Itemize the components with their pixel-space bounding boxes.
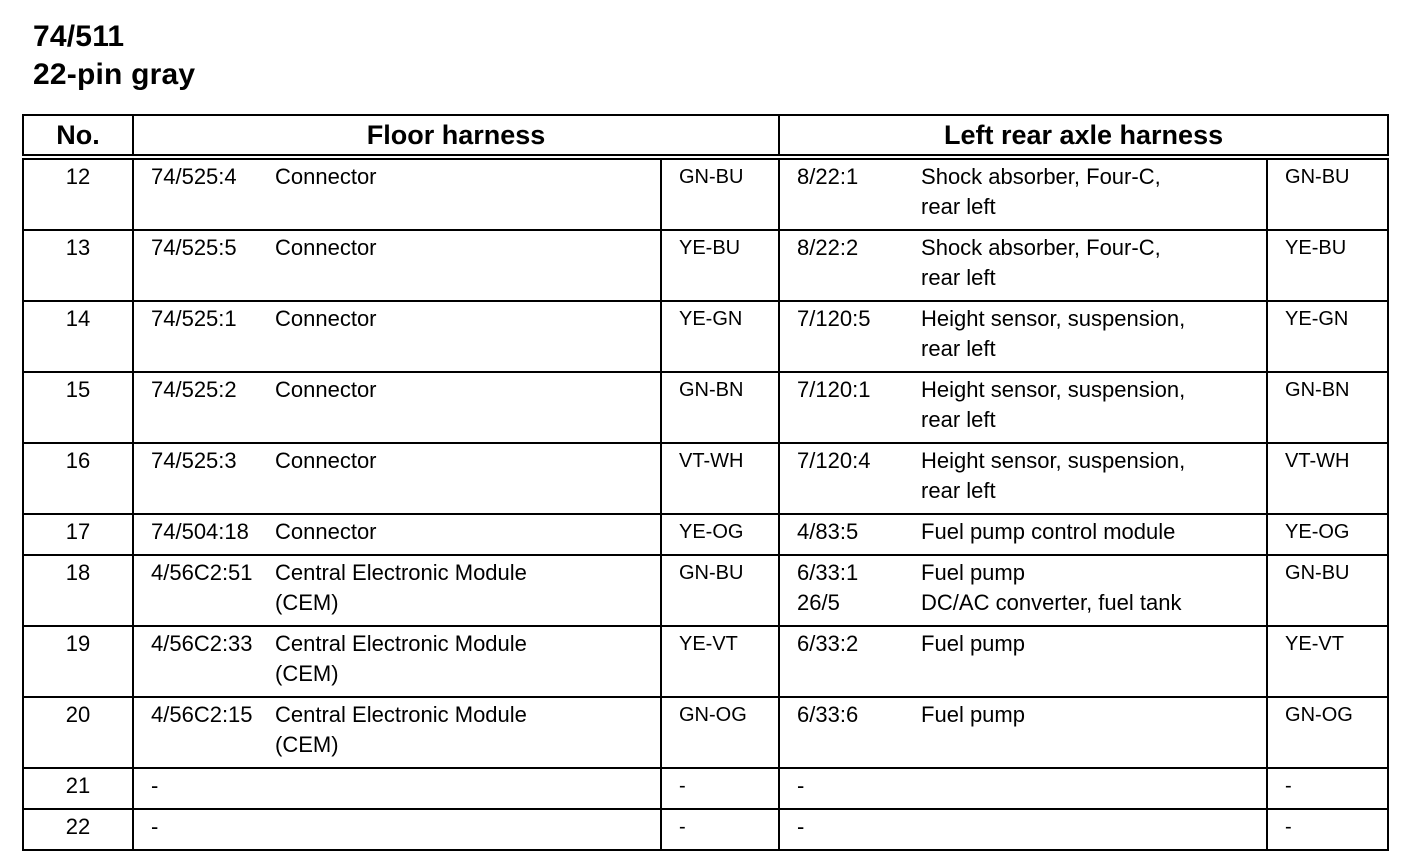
document-heading xyxy=(33,18,195,94)
rear-wire-color: GN-OG xyxy=(1267,697,1388,768)
floor-ref: 74/525:1 xyxy=(133,301,275,372)
floor-ref: 74/525:3 xyxy=(133,443,275,514)
rear-description: Shock absorber, Four-C, rear left xyxy=(921,157,1267,230)
floor-ref: 4/56C2:51 xyxy=(133,555,275,626)
rear-ref: 7/120:1 xyxy=(779,372,921,443)
rear-wire-color: YE-BU xyxy=(1267,230,1388,301)
rear-description: Shock absorber, Four-C, rear left xyxy=(921,230,1267,301)
floor-wire-color: YE-BU xyxy=(661,230,779,301)
table-row xyxy=(23,230,1388,301)
rear-wire-color: GN-BU xyxy=(1267,555,1388,626)
pin-number: 22 xyxy=(23,809,133,850)
header-left-rear-axle-harness: Left rear axle harness xyxy=(779,115,1388,157)
table-row xyxy=(23,626,1388,697)
floor-wire-color: VT-WH xyxy=(661,443,779,514)
floor-description: Central Electronic Module (CEM) xyxy=(275,555,661,626)
floor-wire-color: YE-GN xyxy=(661,301,779,372)
floor-wire-color: - xyxy=(661,809,779,850)
floor-wire-color: YE-VT xyxy=(661,626,779,697)
table-row xyxy=(23,372,1388,443)
pin-number: 20 xyxy=(23,697,133,768)
floor-ref: 74/525:4 xyxy=(133,157,275,230)
floor-ref: - xyxy=(133,809,275,850)
floor-wire-color: YE-OG xyxy=(661,514,779,555)
floor-description: Connector xyxy=(275,157,661,230)
rear-ref: 8/22:2 xyxy=(779,230,921,301)
rear-description: Fuel pump control module xyxy=(921,514,1267,555)
pin-number: 12 xyxy=(23,157,133,230)
rear-wire-color: VT-WH xyxy=(1267,443,1388,514)
floor-description: Connector xyxy=(275,372,661,443)
rear-description: Fuel pump DC/AC converter, fuel tank xyxy=(921,555,1267,626)
floor-description: Central Electronic Module (CEM) xyxy=(275,697,661,768)
connector-type: 22-pin gray xyxy=(33,58,196,91)
rear-wire-color: - xyxy=(1267,809,1388,850)
floor-ref: 74/525:2 xyxy=(133,372,275,443)
pin-number: 14 xyxy=(23,301,133,372)
rear-wire-color: YE-OG xyxy=(1267,514,1388,555)
pin-table xyxy=(22,114,1389,851)
rear-ref: 7/120:4 xyxy=(779,443,921,514)
floor-description: Connector xyxy=(275,443,661,514)
rear-ref: 6/33:1 26/5 xyxy=(779,555,921,626)
pin-number: 21 xyxy=(23,768,133,809)
rear-wire-color: YE-VT xyxy=(1267,626,1388,697)
floor-description: Central Electronic Module (CEM) xyxy=(275,626,661,697)
rear-wire-color: GN-BN xyxy=(1267,372,1388,443)
floor-wire-color: GN-OG xyxy=(661,697,779,768)
pin-number: 18 xyxy=(23,555,133,626)
rear-ref: - xyxy=(779,768,921,809)
floor-description: Connector xyxy=(275,230,661,301)
rear-description: Fuel pump xyxy=(921,626,1267,697)
rear-wire-color: YE-GN xyxy=(1267,301,1388,372)
table-body xyxy=(23,157,1388,850)
rear-ref: 6/33:6 xyxy=(779,697,921,768)
floor-wire-color: GN-BN xyxy=(661,372,779,443)
rear-ref: 7/120:5 xyxy=(779,301,921,372)
rear-description: Fuel pump xyxy=(921,697,1267,768)
floor-ref: 4/56C2:15 xyxy=(133,697,275,768)
pin-number: 13 xyxy=(23,230,133,301)
rear-wire-color: - xyxy=(1267,768,1388,809)
floor-ref: 74/525:5 xyxy=(133,230,275,301)
rear-ref: 6/33:2 xyxy=(779,626,921,697)
table-row xyxy=(23,443,1388,514)
floor-ref: 4/56C2:33 xyxy=(133,626,275,697)
floor-description xyxy=(275,809,661,850)
floor-description xyxy=(275,768,661,809)
rear-ref: - xyxy=(779,809,921,850)
table-row xyxy=(23,514,1388,555)
floor-ref: 74/504:18 xyxy=(133,514,275,555)
rear-wire-color: GN-BU xyxy=(1267,157,1388,230)
table-row xyxy=(23,768,1388,809)
pin-number: 16 xyxy=(23,443,133,514)
rear-description xyxy=(921,768,1267,809)
rear-ref: 4/83:5 xyxy=(779,514,921,555)
table-header-row xyxy=(23,115,1388,157)
rear-ref: 8/22:1 xyxy=(779,157,921,230)
floor-description: Connector xyxy=(275,301,661,372)
table-row xyxy=(23,809,1388,850)
floor-wire-color: GN-BU xyxy=(661,157,779,230)
table-row xyxy=(23,157,1388,230)
rear-description xyxy=(921,809,1267,850)
pin-number: 15 xyxy=(23,372,133,443)
table-row xyxy=(23,697,1388,768)
table-row xyxy=(23,301,1388,372)
connector-id: 74/511 xyxy=(33,20,125,53)
table-row xyxy=(23,555,1388,626)
header-no: No. xyxy=(23,115,133,157)
floor-wire-color: - xyxy=(661,768,779,809)
header-floor-harness: Floor harness xyxy=(133,115,779,157)
floor-description: Connector xyxy=(275,514,661,555)
floor-wire-color: GN-BU xyxy=(661,555,779,626)
rear-description: Height sensor, suspension, rear left xyxy=(921,301,1267,372)
pin-number: 17 xyxy=(23,514,133,555)
floor-ref: - xyxy=(133,768,275,809)
rear-description: Height sensor, suspension, rear left xyxy=(921,372,1267,443)
rear-description: Height sensor, suspension, rear left xyxy=(921,443,1267,514)
pin-number: 19 xyxy=(23,626,133,697)
